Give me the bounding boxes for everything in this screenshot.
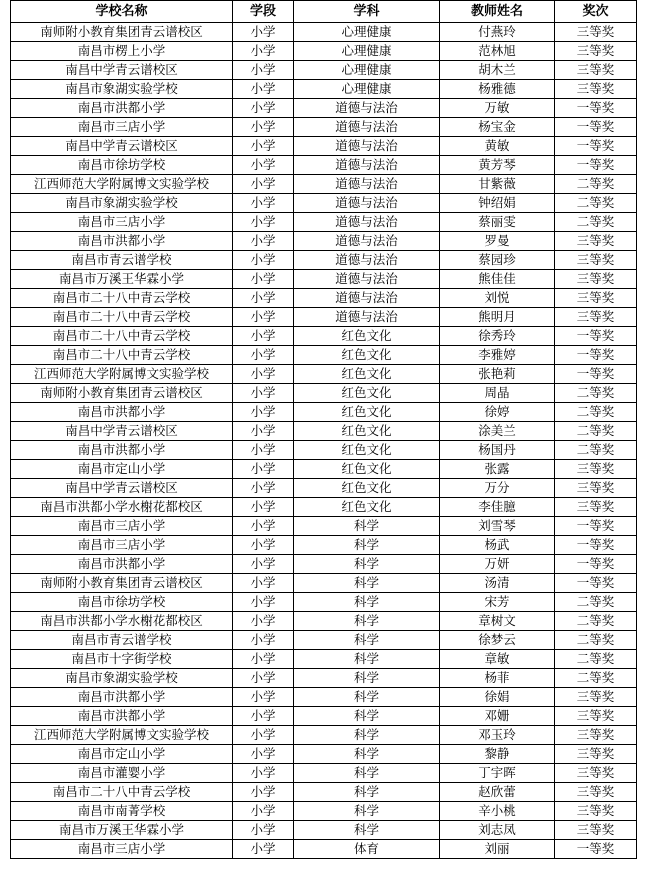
award-cell: 三等奖 <box>555 745 637 764</box>
table-row <box>11 460 637 479</box>
stage-cell: 小学 <box>233 422 294 441</box>
school-cell: 南昌市二十八中青云学校 <box>11 289 233 308</box>
subject-cell: 红色文化 <box>294 365 440 384</box>
table-row <box>11 745 637 764</box>
award-cell: 三等奖 <box>555 764 637 783</box>
stage-cell: 小学 <box>233 650 294 669</box>
header-subject: 学科 <box>294 1 440 23</box>
teacher-cell: 徐娟 <box>440 688 555 707</box>
subject-cell: 科学 <box>294 631 440 650</box>
award-cell: 二等奖 <box>555 194 637 213</box>
subject-cell: 道德与法治 <box>294 251 440 270</box>
stage-cell: 小学 <box>233 289 294 308</box>
subject-cell: 科学 <box>294 802 440 821</box>
subject-cell: 道德与法治 <box>294 99 440 118</box>
table-row <box>11 764 637 783</box>
table-row <box>11 289 637 308</box>
stage-cell: 小学 <box>233 479 294 498</box>
subject-cell: 科学 <box>294 574 440 593</box>
table-row <box>11 650 637 669</box>
subject-cell: 科学 <box>294 517 440 536</box>
award-cell: 三等奖 <box>555 821 637 840</box>
award-cell: 一等奖 <box>555 99 637 118</box>
award-cell: 二等奖 <box>555 422 637 441</box>
stage-cell: 小学 <box>233 802 294 821</box>
teacher-cell: 周晶 <box>440 384 555 403</box>
school-cell: 南昌市三店小学 <box>11 536 233 555</box>
teacher-cell: 李佳臆 <box>440 498 555 517</box>
teacher-cell: 黄敏 <box>440 137 555 156</box>
subject-cell: 道德与法治 <box>294 289 440 308</box>
table-row <box>11 23 637 42</box>
table-row <box>11 42 637 61</box>
school-cell: 南昌市二十八中青云学校 <box>11 346 233 365</box>
teacher-cell: 蔡园珍 <box>440 251 555 270</box>
teacher-cell: 杨雅德 <box>440 80 555 99</box>
teacher-cell: 熊佳佳 <box>440 270 555 289</box>
subject-cell: 科学 <box>294 555 440 574</box>
teacher-cell: 刘志凤 <box>440 821 555 840</box>
stage-cell: 小学 <box>233 137 294 156</box>
table-row <box>11 783 637 802</box>
table-row <box>11 175 637 194</box>
teacher-cell: 胡木兰 <box>440 61 555 80</box>
teacher-cell: 钟绍娟 <box>440 194 555 213</box>
award-cell: 三等奖 <box>555 270 637 289</box>
subject-cell: 道德与法治 <box>294 270 440 289</box>
award-cell: 二等奖 <box>555 213 637 232</box>
teacher-cell: 范林旭 <box>440 42 555 61</box>
subject-cell: 科学 <box>294 669 440 688</box>
award-cell: 一等奖 <box>555 118 637 137</box>
teacher-cell: 辛小桃 <box>440 802 555 821</box>
table-row <box>11 156 637 175</box>
subject-cell: 道德与法治 <box>294 118 440 137</box>
teacher-cell: 付燕玲 <box>440 23 555 42</box>
subject-cell: 科学 <box>294 726 440 745</box>
stage-cell: 小学 <box>233 460 294 479</box>
teacher-cell: 刘丽 <box>440 840 555 859</box>
school-cell: 南昌市洪都小学 <box>11 403 233 422</box>
subject-cell: 科学 <box>294 536 440 555</box>
school-cell: 南昌市三店小学 <box>11 118 233 137</box>
subject-cell: 心理健康 <box>294 61 440 80</box>
teacher-cell: 赵欣蕾 <box>440 783 555 802</box>
school-cell: 南昌市青云谱学校 <box>11 251 233 270</box>
table-row <box>11 327 637 346</box>
teacher-cell: 黄芳琴 <box>440 156 555 175</box>
teacher-cell: 杨宝金 <box>440 118 555 137</box>
table-header <box>11 1 637 23</box>
school-cell: 江西师范大学附属博文实验学校 <box>11 726 233 745</box>
stage-cell: 小学 <box>233 175 294 194</box>
school-cell: 南昌市象湖实验学校 <box>11 669 233 688</box>
stage-cell: 小学 <box>233 574 294 593</box>
subject-cell: 道德与法治 <box>294 232 440 251</box>
stage-cell: 小学 <box>233 365 294 384</box>
stage-cell: 小学 <box>233 308 294 327</box>
stage-cell: 小学 <box>233 517 294 536</box>
school-cell: 江西师范大学附属博文实验学校 <box>11 175 233 194</box>
teacher-cell: 涂美兰 <box>440 422 555 441</box>
award-cell: 三等奖 <box>555 232 637 251</box>
school-cell: 南昌中学青云谱校区 <box>11 61 233 80</box>
school-cell: 南师附小教育集团青云谱校区 <box>11 384 233 403</box>
table-row <box>11 99 637 118</box>
subject-cell: 心理健康 <box>294 42 440 61</box>
school-cell: 南昌中学青云谱校区 <box>11 479 233 498</box>
award-cell: 一等奖 <box>555 840 637 859</box>
award-cell: 三等奖 <box>555 783 637 802</box>
table-row <box>11 498 637 517</box>
school-cell: 南昌市三店小学 <box>11 840 233 859</box>
subject-cell: 科学 <box>294 783 440 802</box>
stage-cell: 小学 <box>233 384 294 403</box>
stage-cell: 小学 <box>233 745 294 764</box>
subject-cell: 科学 <box>294 764 440 783</box>
school-cell: 南昌市定山小学 <box>11 745 233 764</box>
table-row <box>11 574 637 593</box>
school-cell: 南昌市象湖实验学校 <box>11 194 233 213</box>
stage-cell: 小学 <box>233 118 294 137</box>
school-cell: 南昌市十字街学校 <box>11 650 233 669</box>
award-cell: 三等奖 <box>555 23 637 42</box>
teacher-cell: 邓玉玲 <box>440 726 555 745</box>
school-cell: 南师附小教育集团青云谱校区 <box>11 574 233 593</box>
table-row <box>11 536 637 555</box>
award-cell: 二等奖 <box>555 631 637 650</box>
table-row <box>11 346 637 365</box>
teacher-cell: 杨国丹 <box>440 441 555 460</box>
stage-cell: 小学 <box>233 194 294 213</box>
school-cell: 南师附小教育集团青云谱校区 <box>11 23 233 42</box>
subject-cell: 红色文化 <box>294 422 440 441</box>
award-cell: 三等奖 <box>555 80 637 99</box>
subject-cell: 体育 <box>294 840 440 859</box>
stage-cell: 小学 <box>233 688 294 707</box>
stage-cell: 小学 <box>233 498 294 517</box>
award-cell: 三等奖 <box>555 460 637 479</box>
teacher-cell: 章敏 <box>440 650 555 669</box>
stage-cell: 小学 <box>233 612 294 631</box>
teacher-cell: 张露 <box>440 460 555 479</box>
award-cell: 二等奖 <box>555 403 637 422</box>
table-row <box>11 403 637 422</box>
table-row <box>11 308 637 327</box>
table-row <box>11 422 637 441</box>
teacher-cell: 丁宇晖 <box>440 764 555 783</box>
school-cell: 南昌中学青云谱校区 <box>11 422 233 441</box>
awards-table <box>10 0 637 859</box>
subject-cell: 红色文化 <box>294 441 440 460</box>
subject-cell: 道德与法治 <box>294 308 440 327</box>
stage-cell: 小学 <box>233 251 294 270</box>
table-row <box>11 669 637 688</box>
stage-cell: 小学 <box>233 80 294 99</box>
school-cell: 南昌市南菁学校 <box>11 802 233 821</box>
header-row <box>11 1 637 23</box>
school-cell: 南昌市象湖实验学校 <box>11 80 233 99</box>
teacher-cell: 汤清 <box>440 574 555 593</box>
table-row <box>11 726 637 745</box>
school-cell: 南昌市洪都小学 <box>11 441 233 460</box>
subject-cell: 科学 <box>294 688 440 707</box>
school-cell: 南昌市洪都小学 <box>11 555 233 574</box>
stage-cell: 小学 <box>233 669 294 688</box>
teacher-cell: 黎静 <box>440 745 555 764</box>
school-cell: 南昌市洪都小学 <box>11 232 233 251</box>
award-cell: 一等奖 <box>555 574 637 593</box>
award-cell: 三等奖 <box>555 289 637 308</box>
subject-cell: 红色文化 <box>294 384 440 403</box>
award-cell: 一等奖 <box>555 346 637 365</box>
table-row <box>11 118 637 137</box>
table-row <box>11 61 637 80</box>
award-cell: 二等奖 <box>555 384 637 403</box>
school-cell: 南昌市徐坊学校 <box>11 593 233 612</box>
subject-cell: 道德与法治 <box>294 156 440 175</box>
award-cell: 三等奖 <box>555 251 637 270</box>
table-row <box>11 232 637 251</box>
stage-cell: 小学 <box>233 840 294 859</box>
award-cell: 一等奖 <box>555 536 637 555</box>
award-cell: 一等奖 <box>555 156 637 175</box>
teacher-cell: 张艳莉 <box>440 365 555 384</box>
header-school: 学校名称 <box>11 1 233 23</box>
table-row <box>11 213 637 232</box>
teacher-cell: 万妍 <box>440 555 555 574</box>
subject-cell: 红色文化 <box>294 479 440 498</box>
subject-cell: 红色文化 <box>294 327 440 346</box>
teacher-cell: 徐梦云 <box>440 631 555 650</box>
school-cell: 南昌市三店小学 <box>11 213 233 232</box>
stage-cell: 小学 <box>233 346 294 365</box>
award-cell: 三等奖 <box>555 802 637 821</box>
subject-cell: 道德与法治 <box>294 175 440 194</box>
subject-cell: 心理健康 <box>294 80 440 99</box>
award-cell: 三等奖 <box>555 707 637 726</box>
table-row <box>11 612 637 631</box>
award-cell: 二等奖 <box>555 669 637 688</box>
award-cell: 二等奖 <box>555 612 637 631</box>
stage-cell: 小学 <box>233 631 294 650</box>
award-cell: 三等奖 <box>555 479 637 498</box>
stage-cell: 小学 <box>233 270 294 289</box>
subject-cell: 科学 <box>294 650 440 669</box>
award-cell: 一等奖 <box>555 517 637 536</box>
table-row <box>11 137 637 156</box>
subject-cell: 红色文化 <box>294 498 440 517</box>
teacher-cell: 甘紫薇 <box>440 175 555 194</box>
stage-cell: 小学 <box>233 593 294 612</box>
award-cell: 一等奖 <box>555 327 637 346</box>
school-cell: 南昌市万溪王华霖小学 <box>11 270 233 289</box>
teacher-cell: 杨武 <box>440 536 555 555</box>
table-body <box>11 23 637 859</box>
table-row <box>11 593 637 612</box>
school-cell: 南昌市三店小学 <box>11 517 233 536</box>
table-row <box>11 688 637 707</box>
table-row <box>11 365 637 384</box>
teacher-cell: 邓姗 <box>440 707 555 726</box>
table-row <box>11 270 637 289</box>
teacher-cell: 熊明月 <box>440 308 555 327</box>
header-stage: 学段 <box>233 1 294 23</box>
table-row <box>11 555 637 574</box>
award-cell: 二等奖 <box>555 593 637 612</box>
teacher-cell: 徐婷 <box>440 403 555 422</box>
subject-cell: 红色文化 <box>294 346 440 365</box>
award-cell: 三等奖 <box>555 308 637 327</box>
school-cell: 南昌市洪都小学 <box>11 707 233 726</box>
stage-cell: 小学 <box>233 821 294 840</box>
subject-cell: 科学 <box>294 593 440 612</box>
table-row <box>11 802 637 821</box>
school-cell: 南昌市洪都小学水榭花都校区 <box>11 498 233 517</box>
stage-cell: 小学 <box>233 61 294 80</box>
school-cell: 南昌市灌婴小学 <box>11 764 233 783</box>
award-cell: 二等奖 <box>555 175 637 194</box>
stage-cell: 小学 <box>233 232 294 251</box>
header-award: 奖次 <box>555 1 637 23</box>
subject-cell: 红色文化 <box>294 403 440 422</box>
school-cell: 南昌市徐坊学校 <box>11 156 233 175</box>
table-row <box>11 251 637 270</box>
school-cell: 南昌市二十八中青云学校 <box>11 783 233 802</box>
teacher-cell: 万敏 <box>440 99 555 118</box>
subject-cell: 科学 <box>294 707 440 726</box>
table-row <box>11 194 637 213</box>
teacher-cell: 万分 <box>440 479 555 498</box>
teacher-cell: 刘悦 <box>440 289 555 308</box>
header-teacher: 教师姓名 <box>440 1 555 23</box>
award-cell: 一等奖 <box>555 555 637 574</box>
stage-cell: 小学 <box>233 403 294 422</box>
school-cell: 南昌市二十八中青云学校 <box>11 308 233 327</box>
school-cell: 南昌市楞上小学 <box>11 42 233 61</box>
stage-cell: 小学 <box>233 42 294 61</box>
school-cell: 南昌市洪都小学 <box>11 99 233 118</box>
teacher-cell: 刘雪琴 <box>440 517 555 536</box>
award-cell: 一等奖 <box>555 365 637 384</box>
award-cell: 三等奖 <box>555 726 637 745</box>
stage-cell: 小学 <box>233 441 294 460</box>
table-row <box>11 517 637 536</box>
subject-cell: 科学 <box>294 612 440 631</box>
stage-cell: 小学 <box>233 213 294 232</box>
stage-cell: 小学 <box>233 23 294 42</box>
school-cell: 南昌市青云谱学校 <box>11 631 233 650</box>
award-cell: 三等奖 <box>555 42 637 61</box>
school-cell: 南昌市万溪王华霖小学 <box>11 821 233 840</box>
award-cell: 二等奖 <box>555 441 637 460</box>
subject-cell: 道德与法治 <box>294 213 440 232</box>
subject-cell: 道德与法治 <box>294 137 440 156</box>
teacher-cell: 章树文 <box>440 612 555 631</box>
teacher-cell: 蔡丽雯 <box>440 213 555 232</box>
table-row <box>11 479 637 498</box>
award-cell: 二等奖 <box>555 650 637 669</box>
subject-cell: 科学 <box>294 745 440 764</box>
stage-cell: 小学 <box>233 99 294 118</box>
stage-cell: 小学 <box>233 726 294 745</box>
table-row <box>11 840 637 859</box>
school-cell: 南昌市洪都小学 <box>11 688 233 707</box>
stage-cell: 小学 <box>233 764 294 783</box>
school-cell: 南昌中学青云谱校区 <box>11 137 233 156</box>
teacher-cell: 徐秀玲 <box>440 327 555 346</box>
school-cell: 南昌市定山小学 <box>11 460 233 479</box>
award-cell: 三等奖 <box>555 61 637 80</box>
stage-cell: 小学 <box>233 536 294 555</box>
school-cell: 南昌市二十八中青云学校 <box>11 327 233 346</box>
school-cell: 南昌市洪都小学水榭花都校区 <box>11 612 233 631</box>
teacher-cell: 宋芳 <box>440 593 555 612</box>
teacher-cell: 罗曼 <box>440 232 555 251</box>
table-row <box>11 441 637 460</box>
table-row <box>11 707 637 726</box>
table-row <box>11 631 637 650</box>
stage-cell: 小学 <box>233 555 294 574</box>
stage-cell: 小学 <box>233 156 294 175</box>
subject-cell: 道德与法治 <box>294 194 440 213</box>
teacher-cell: 李雅婷 <box>440 346 555 365</box>
subject-cell: 心理健康 <box>294 23 440 42</box>
school-cell: 江西师范大学附属博文实验学校 <box>11 365 233 384</box>
stage-cell: 小学 <box>233 707 294 726</box>
award-cell: 三等奖 <box>555 688 637 707</box>
award-cell: 三等奖 <box>555 498 637 517</box>
teacher-cell: 杨菲 <box>440 669 555 688</box>
stage-cell: 小学 <box>233 327 294 346</box>
subject-cell: 红色文化 <box>294 460 440 479</box>
subject-cell: 科学 <box>294 821 440 840</box>
stage-cell: 小学 <box>233 783 294 802</box>
table-row <box>11 80 637 99</box>
award-cell: 一等奖 <box>555 137 637 156</box>
table-row <box>11 384 637 403</box>
table-row <box>11 821 637 840</box>
